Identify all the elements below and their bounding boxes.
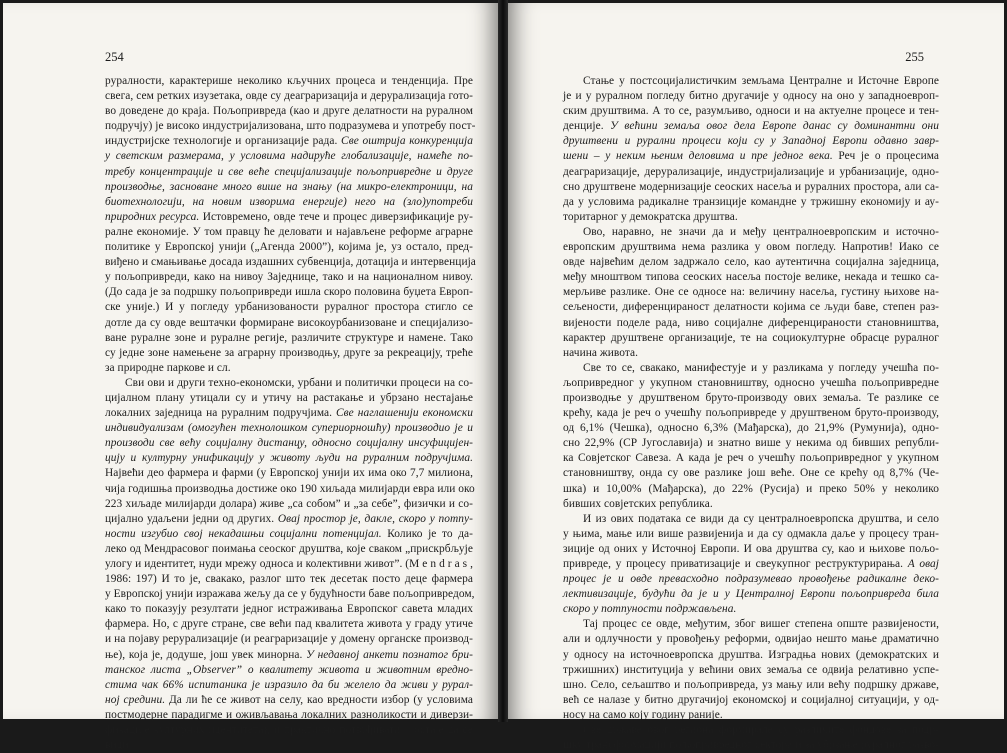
text-run: цијално удаљени једни од других. bbox=[105, 512, 278, 525]
text-run: вијености поделе рада, ниво социјалне диференцираности становништва, bbox=[563, 316, 939, 329]
text-line bbox=[105, 421, 473, 436]
text-line bbox=[563, 180, 939, 195]
text-line bbox=[563, 119, 939, 134]
italic-text: производи све већу социјалну дистанцу, односно социјалну инсуфицијен- bbox=[105, 437, 473, 450]
text-line bbox=[563, 527, 939, 542]
text-run: крећу, када је реч о учешћу пољопривреде у друштвеном бруто-производу, bbox=[563, 407, 939, 420]
text-line bbox=[105, 738, 473, 753]
text-run: и на појаву рерурализације (и реаграризације у домену органске производ- bbox=[105, 633, 473, 646]
text-line bbox=[105, 89, 473, 104]
text-line bbox=[563, 572, 939, 587]
text-run: производње у друштвеном бруто-производу ових земаља. Те разлике се bbox=[563, 391, 939, 404]
text-line bbox=[563, 240, 939, 255]
italic-text: ној средини. bbox=[105, 693, 166, 706]
italic-text: Овај простор је, дакле, скоро у потпу- bbox=[277, 512, 473, 525]
italic-text: друштвени и рурални процеси који су у Западној Европи одавно завр- bbox=[563, 135, 939, 148]
text-line bbox=[563, 225, 939, 240]
text-line bbox=[105, 255, 476, 270]
text-line bbox=[563, 316, 939, 331]
text-line bbox=[105, 482, 473, 497]
text-run: ралне економије. У том правцу ће деловати и најављене реформе аграрне bbox=[105, 225, 473, 238]
text-line bbox=[105, 195, 473, 210]
text-line bbox=[563, 285, 939, 300]
text-run: за природне паркове и сл. bbox=[105, 361, 231, 374]
text-line bbox=[105, 361, 473, 376]
text-line bbox=[105, 632, 473, 647]
text-line bbox=[105, 300, 473, 315]
text-run: европским друштвима нема разлика у овом погледу. Напротив! Иако се bbox=[563, 241, 939, 254]
text-line bbox=[563, 346, 939, 361]
text-run: виђено и смањивање досада издашних субвенција, дотација и интервенција bbox=[105, 256, 476, 269]
text-line bbox=[105, 693, 473, 708]
italic-text: требу концентрације и све веће специјализације пољопривредне и друге bbox=[105, 165, 473, 178]
text-run: леко од Мендрасовог поимања сеоског друштва, које сваком „прискрбљује bbox=[105, 542, 473, 555]
text-line bbox=[105, 497, 473, 512]
text-line bbox=[563, 557, 939, 572]
text-run: локалних заједница на руралним подручјима. bbox=[105, 407, 337, 420]
page-number: 255 bbox=[905, 50, 924, 64]
italic-text: А овај bbox=[907, 558, 939, 570]
text-line bbox=[563, 134, 939, 149]
text-line bbox=[563, 708, 939, 723]
text-run: ским друштвима. А то се, разумљиво, односи и на актуелне процесе и тен- bbox=[563, 105, 939, 118]
text-run: међу мноштвом типова сеоских насеља постоје велике, некада и тешко са- bbox=[563, 271, 939, 284]
text-run: свега, сем ретких изузетака, овде су деаграризација и дерурализација гото- bbox=[105, 90, 473, 103]
text-run: цијалном плану утицали су и утичу на растакање и убрзано нестајање bbox=[105, 391, 473, 404]
text-line bbox=[105, 285, 473, 300]
text-run: 1986: 197) И то је, свакако, разлог што тек десетак посто деце фармера bbox=[105, 573, 473, 586]
text-line bbox=[105, 723, 473, 738]
italic-text: цију и културну унификацију у животу људи на руралним подручјима. bbox=[105, 452, 473, 465]
text-run: ске уније.) И у погледу урбанизованости руралног простора стигло се bbox=[105, 301, 473, 314]
text-run: је и у руралном погледу битно другачије у односу на оно у западноевроп- bbox=[563, 90, 939, 103]
text-line bbox=[105, 225, 473, 240]
text-line bbox=[105, 376, 473, 391]
page-body-text bbox=[105, 74, 476, 753]
text-run: фармера. Но, с друге стране, све већи пад квалитета живота у граду утиче bbox=[105, 618, 473, 631]
book-gutter bbox=[498, 0, 508, 722]
text-run: Тај процес се овде, међутим, због вишег степена опште развијености, bbox=[583, 618, 939, 631]
text-line bbox=[563, 300, 939, 315]
text-line bbox=[563, 436, 939, 451]
italic-text: Све наглашенији економски bbox=[336, 407, 474, 420]
text-line bbox=[105, 74, 473, 89]
text-line bbox=[105, 557, 473, 572]
text-run: тржишних) институција у већини ових земаља се одвија релативно успе- bbox=[563, 663, 939, 676]
text-line bbox=[105, 512, 473, 527]
text-line bbox=[563, 391, 939, 406]
text-run: политике у Европској унији („Агенда 2000”), којима је, уз остало, пред- bbox=[105, 241, 473, 254]
text-line bbox=[563, 104, 939, 119]
text-run: зиције од оних у Источној Европи. И ова друштва су, као и њихове пољо- bbox=[563, 542, 939, 555]
page-number: 254 bbox=[105, 50, 124, 64]
text-line bbox=[105, 436, 473, 451]
text-run: дотле да су овде вештачки формиране високоурбанизоване и специјализо- bbox=[105, 316, 473, 329]
text-line bbox=[563, 165, 939, 180]
text-run: постмодерне парадигме и оживљавања локалних разноликости и диверзи- bbox=[105, 708, 473, 721]
text-run: фикације културних идентитета), и практично потврђивати – остаје да се bbox=[105, 724, 473, 737]
text-line bbox=[563, 255, 939, 270]
text-line bbox=[105, 527, 473, 542]
text-line bbox=[563, 587, 939, 602]
text-line bbox=[105, 451, 473, 466]
text-run: Колико је то да- bbox=[381, 527, 473, 540]
text-line bbox=[563, 74, 939, 89]
text-line bbox=[105, 466, 473, 481]
text-line bbox=[563, 376, 939, 391]
text-run: сно друштвене модернизације сеоских насеља и руралних простора, али са- bbox=[563, 180, 939, 193]
text-run: ване руралне зоне и руралне регије, различите структуре и намене. Тако bbox=[105, 331, 473, 344]
text-line bbox=[563, 648, 939, 663]
right-page bbox=[508, 3, 1004, 752]
text-line bbox=[563, 497, 939, 512]
text-run: денције. bbox=[563, 120, 611, 133]
text-line bbox=[105, 542, 473, 557]
text-line bbox=[105, 602, 473, 617]
text-line bbox=[563, 663, 939, 678]
italic-text: процес је и овде превасходно подразумевао провођење радикалне деко- bbox=[563, 573, 939, 586]
text-line bbox=[105, 180, 473, 195]
text-line bbox=[563, 738, 939, 753]
text-line bbox=[105, 270, 473, 285]
italic-text: У недавној анкети познатог бри- bbox=[306, 648, 473, 661]
text-line bbox=[563, 361, 939, 376]
text-run: бивших совјетских република. bbox=[563, 497, 713, 510]
text-line bbox=[105, 572, 473, 587]
text-run: али и одлучности у провођењу реформи, одвијао нешто мање драматично bbox=[563, 633, 939, 646]
text-run: Све државе овог региона формирале су различите фондове за подр- bbox=[583, 724, 939, 737]
text-run: у Европској унији изражава жељу да се у будућности баве пољопривредом, bbox=[105, 588, 475, 601]
text-line bbox=[563, 331, 939, 346]
italic-text: производње, засноване много више на знању (на микро-електроници, на bbox=[105, 180, 473, 193]
text-run: начина живота. bbox=[563, 346, 639, 359]
text-line bbox=[563, 632, 939, 647]
text-run: Да ли ће се живот на селу, као вредности избор (у условима bbox=[165, 693, 473, 706]
text-run: улогу и идентитет, нуди мрежу односа и колективни живот”. (M e n d r a s , bbox=[105, 558, 473, 570]
text-run: торитарног у демократска друштва. bbox=[563, 210, 738, 223]
text-run: љопривредног у укупном становништву, односно учешћа пољопривредне bbox=[563, 376, 939, 389]
text-run: у односу на источноевропска друштва. Изградња нових (демократских и bbox=[563, 648, 939, 661]
text-line bbox=[563, 723, 939, 738]
text-run: су једне зоне намењене за аграрну производњу, друге за рекреацију, треће bbox=[105, 346, 473, 359]
text-line bbox=[563, 602, 939, 617]
text-line bbox=[105, 134, 473, 149]
text-line bbox=[105, 663, 473, 678]
text-run: Највећи део фармера и фарми (у Европској унији их има око 7,7 милиона, bbox=[105, 467, 473, 480]
text-line bbox=[105, 165, 473, 180]
text-run: ње), која је, додуше, још увек минорна. bbox=[105, 648, 307, 661]
italic-text: шени – у неким њеним деловима и пре једног века. bbox=[563, 150, 833, 163]
text-run: индустријске технологије и организације рада. bbox=[105, 135, 342, 148]
text-run: деаграризације, дерурализације, индустријализације и урбанизације, одно- bbox=[563, 165, 939, 178]
text-line bbox=[105, 240, 473, 255]
text-run: чија годишња производња достиже око 190 хиљада милијарди евра или око bbox=[105, 482, 475, 495]
italic-text: У већини земаља овог дела Европе данас су доминантни они bbox=[610, 120, 939, 133]
text-run: подручју) је високо индустријализована, што подразумева и употребу пост- bbox=[105, 120, 476, 133]
text-run: Сви ови и други техно-економски, урбани и политички процеси на со- bbox=[125, 376, 473, 389]
text-line bbox=[105, 104, 473, 119]
text-line bbox=[563, 89, 939, 104]
text-line bbox=[563, 466, 939, 481]
text-run: ка Совјетског Савеза. А када је реч о учешћу пољопривредног у укупном bbox=[563, 452, 939, 465]
text-run: Истовремено, овде тече и процес диверзификације ру- bbox=[199, 210, 473, 223]
text-line bbox=[105, 678, 473, 693]
text-line bbox=[563, 617, 939, 632]
text-line bbox=[563, 195, 939, 210]
text-run: руралности, карактерише неколико кључних процеса и тенденција. Пре bbox=[105, 75, 473, 87]
text-line bbox=[563, 210, 939, 225]
text-run: сељености, диференцираност делатности којима се људи баве, степен раз- bbox=[563, 301, 939, 314]
text-run: Стање у постсоцијалистичким земљама Централне и Источне Европе bbox=[583, 75, 939, 87]
text-run: како то показују резултати једног истраживања Европског савета младих bbox=[105, 603, 473, 616]
text-line bbox=[105, 648, 473, 663]
italic-text: скоро у потпуности подржављена. bbox=[563, 603, 737, 616]
text-line bbox=[105, 708, 473, 723]
text-line bbox=[105, 587, 473, 602]
page-body-text bbox=[563, 74, 939, 753]
text-line bbox=[563, 693, 939, 708]
italic-text: природних ресурса. bbox=[105, 210, 200, 223]
text-run: види. bbox=[105, 739, 132, 752]
text-line bbox=[105, 316, 473, 331]
text-line bbox=[563, 678, 939, 693]
text-run: шка) и 10,00% (Мађарска), до 22% (Русија) и преко 50% у неколико bbox=[563, 482, 939, 495]
italic-text: лективизације, будући да је и у Централној Европи пољопривреда била bbox=[563, 588, 939, 601]
text-line bbox=[563, 482, 939, 497]
text-run: привреде, у процесу приватизације и свеукупног реструктурирања. bbox=[563, 558, 908, 570]
italic-text: ности изгубио свој некадашњи социјални потенцијал. bbox=[105, 527, 382, 540]
text-run: да у условима радикалне транзиције командне у тржишну економију и ау- bbox=[563, 195, 939, 208]
left-page bbox=[3, 3, 498, 752]
text-line bbox=[563, 512, 939, 527]
text-run: Све то се, свакако, манифестује и у разликама у погледу учешћа по- bbox=[583, 361, 939, 374]
text-run: сно 22,9% (СР Југославија) и знатно више у некима од бивших републи- bbox=[563, 437, 939, 450]
text-run: шку трансформацији пољопривредног сектора и за убрзање руралног разво- bbox=[563, 739, 939, 752]
text-run: у пољопривреди, како на нивоу Заједнице, тако и на националном нивоу. bbox=[105, 271, 473, 284]
italic-text: Све оштрија конкуренција bbox=[341, 135, 474, 148]
text-run: во доведене до краја. Пољопривреда (као и друге делатности на руралном bbox=[105, 105, 473, 118]
text-run: у њима, мање или више развијенија и да су одмакла даље у процесу тран- bbox=[563, 527, 939, 540]
text-line bbox=[105, 406, 473, 421]
italic-text: у светским размерама, у условима надируће глобализације, намеће по- bbox=[105, 150, 473, 163]
text-run: 223 хиљаде милијарди долара) живе „са собом” и „за себе”, физички и со- bbox=[105, 497, 473, 510]
text-line bbox=[563, 451, 939, 466]
italic-text: стима чак 66% испитаника је изразило да би желело да живи у рурал- bbox=[105, 678, 473, 691]
text-line bbox=[563, 149, 939, 164]
text-line bbox=[105, 149, 473, 164]
text-run: карактер друштвене организације, те на социокултурне обрасце руралног bbox=[563, 331, 939, 344]
text-run: носу на само коју годину раније. bbox=[563, 708, 723, 721]
text-run: овде највећим делом задржало село, као аутентична социјална заједница, bbox=[563, 256, 939, 269]
text-run: (До сада је за подршку пољопривреди ишла скоро половина буџета Европ- bbox=[105, 286, 473, 299]
text-run: Реч је о процесима bbox=[832, 150, 940, 163]
text-line bbox=[105, 346, 473, 361]
text-line bbox=[105, 119, 476, 134]
italic-text: танског листа „Observer” о квалитету живота и животним вредно- bbox=[105, 663, 473, 676]
text-line bbox=[105, 391, 473, 406]
text-run: мерљиве разлике. Оне се односе на: величину насеља, густину њихове на- bbox=[563, 286, 939, 299]
text-line bbox=[563, 270, 939, 285]
italic-text: биотехнологији, на новим изворима енергије) него на (зло)употреби bbox=[105, 195, 473, 208]
text-line bbox=[105, 617, 473, 632]
text-line bbox=[563, 421, 939, 436]
text-line bbox=[105, 331, 473, 346]
text-run: И из ових података се види да су централноевропска друштва, и село bbox=[583, 512, 939, 525]
text-line bbox=[563, 542, 939, 557]
text-line bbox=[563, 406, 939, 421]
text-run: већ се налазе у битно другачијој економској и социјалној ситуацији, у од- bbox=[563, 693, 939, 706]
text-run: становништву, онда су ове разлике још веће. Оне се крећу од 8,7% (Че- bbox=[563, 467, 939, 480]
italic-text: индивидуализам (омогућен технолошком супериорношћу) производио је и bbox=[105, 422, 473, 435]
text-run: шно. Село, сељаштво и пољопривреда, уз мању или већу подршку државе, bbox=[563, 678, 939, 691]
text-line bbox=[105, 210, 473, 225]
text-run: Ово, наравно, не значи да и међу централноевропским и источно- bbox=[583, 225, 939, 238]
text-run: од 6,1% (Чешка), односно 6,3% (Мађарска), до 21,9% (Румунија), одно- bbox=[563, 422, 939, 435]
